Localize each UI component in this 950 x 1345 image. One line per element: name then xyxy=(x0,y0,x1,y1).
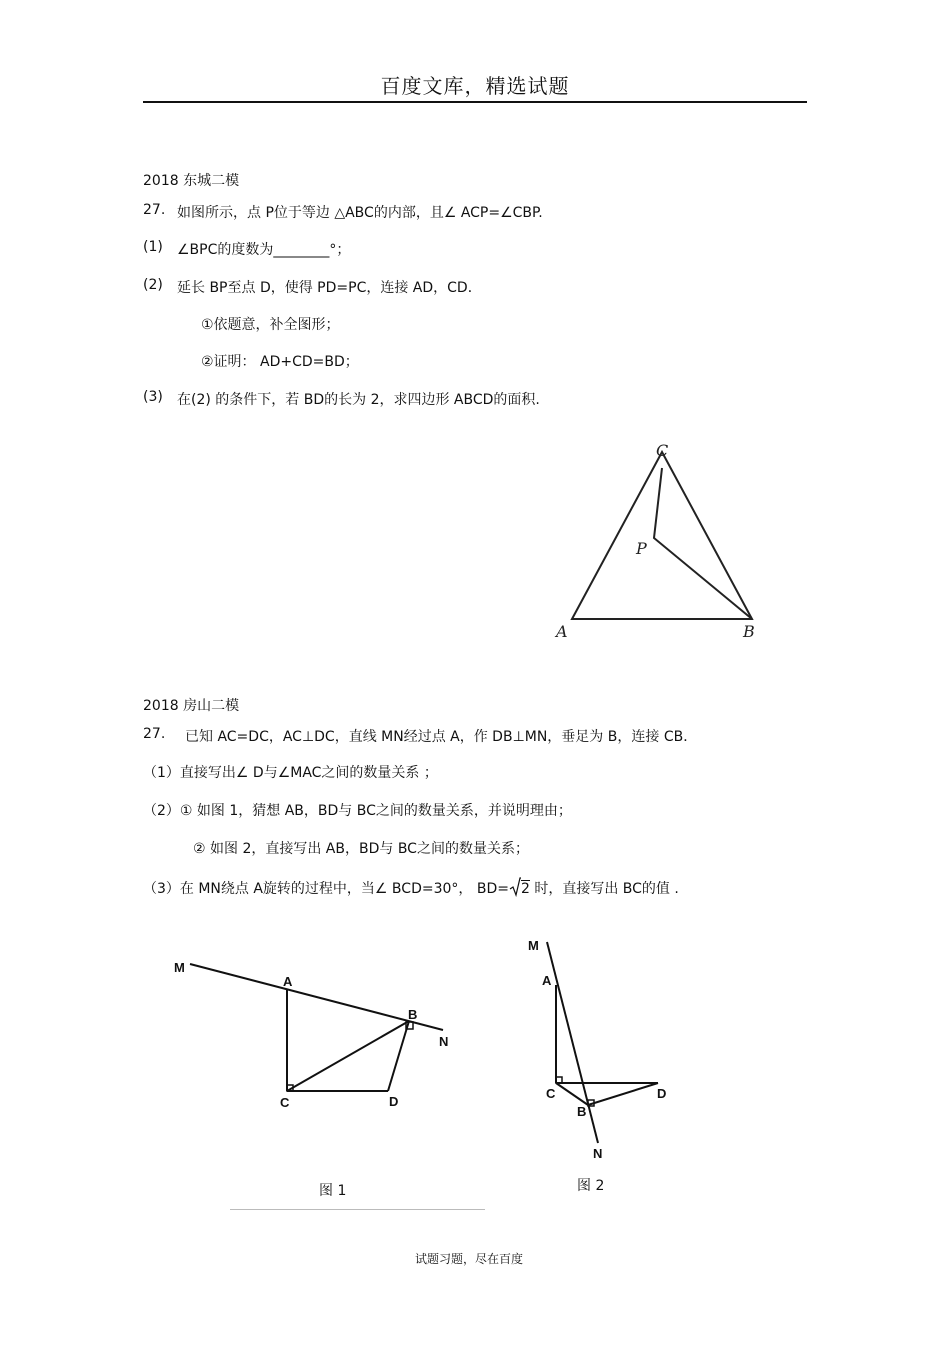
point-p-label: P xyxy=(636,539,647,558)
fig2-label-n: N xyxy=(593,1146,603,1161)
figure-2 xyxy=(520,930,690,1170)
problem1-stem: 如图所示，点 P位于等边 △ABC的内部，且∠ ACP=∠CBP. xyxy=(177,205,543,221)
fig2-label-d: D xyxy=(657,1086,667,1101)
point-p-segments xyxy=(654,468,752,619)
segment-db xyxy=(588,1083,658,1105)
page-footer: 试题习题，尽在百度 xyxy=(414,1252,523,1266)
triangle-abc-figure xyxy=(540,430,780,650)
line-mn xyxy=(190,964,443,1030)
fig1-label-b: B xyxy=(408,1007,418,1022)
problem2-q2-part-a: （2）① 如图 1，猜想 AB，BD与 BC之间的数量关系，并说明理由； xyxy=(143,803,572,819)
header-rule xyxy=(143,101,807,103)
fig2-label-a: A xyxy=(542,973,552,988)
figure-1-caption: 图 1 xyxy=(319,1183,347,1199)
problem1-q1-number: (1) xyxy=(143,239,163,255)
problem2-q3-suffix: 时，直接写出 BC的值 . xyxy=(529,881,679,897)
problem1-q3: 在(2) 的条件下，若 BD的长为 2，求四边形 ABCD的面积. xyxy=(177,392,540,408)
problem2-source: 2018 房山二模 xyxy=(143,698,240,714)
fig2-label-b: B xyxy=(577,1104,587,1119)
vertex-c-label: C xyxy=(656,441,669,460)
fig1-label-a: A xyxy=(283,974,293,989)
problem1-q2: 延长 BP至点 D，使得 PD=PC，连接 AD，CD． xyxy=(177,280,482,296)
problem1-number: 27. xyxy=(143,202,166,218)
figure-2-caption: 图 2 xyxy=(577,1178,605,1194)
problem1-q3-number: (3) xyxy=(143,389,163,405)
page-header-title: 百度文库，精选试题 xyxy=(380,74,570,98)
problem1-q2-part-b: ②证明： AD+CD=BD； xyxy=(201,354,359,370)
problem2-stem: 已知 AC=DC，AC⊥DC，直线 MN经过点 A，作 DB⊥MN，垂足为 B，连接 CB． xyxy=(185,729,698,745)
problem2-q2-part-b: ② 如图 2，直接写出 AB，BD与 BC之间的数量关系； xyxy=(193,841,529,857)
fig1-label-n: N xyxy=(439,1034,449,1049)
fig1-label-d: D xyxy=(389,1094,399,1109)
radical-sign-icon xyxy=(509,877,521,897)
scan-artifact-rule xyxy=(230,1209,485,1210)
problem2-q3-sqrt-value: 2 xyxy=(520,881,530,897)
problem1-source: 2018 东城二模 xyxy=(143,173,240,189)
vertex-a-label: A xyxy=(556,622,568,641)
problem2-q3-prefix: （3）在 MN绕点 A旋转的过程中，当∠ BCD=30°， BD= xyxy=(143,881,509,897)
line-mn xyxy=(547,942,598,1143)
fig2-label-m: M xyxy=(528,938,539,953)
problem2-q3 xyxy=(143,877,679,898)
problem1-q2-number: (2) xyxy=(143,277,163,293)
triangle-abc xyxy=(572,452,752,619)
vertex-b-label: B xyxy=(743,622,755,641)
fig1-label-m: M xyxy=(174,960,185,975)
problem1-q1: ∠BPC的度数为________°； xyxy=(177,242,351,258)
fig2-label-c: C xyxy=(546,1086,556,1101)
fig1-label-c: C xyxy=(280,1095,290,1110)
figure-1 xyxy=(160,940,480,1130)
sqrt-symbol xyxy=(509,877,530,897)
problem2-q1: （1）直接写出∠ D与∠MAC之间的数量关系 ； xyxy=(143,765,438,781)
problem2-number: 27. xyxy=(143,726,166,742)
problem1-q2-part-a: ①依题意，补全图形； xyxy=(201,317,340,333)
